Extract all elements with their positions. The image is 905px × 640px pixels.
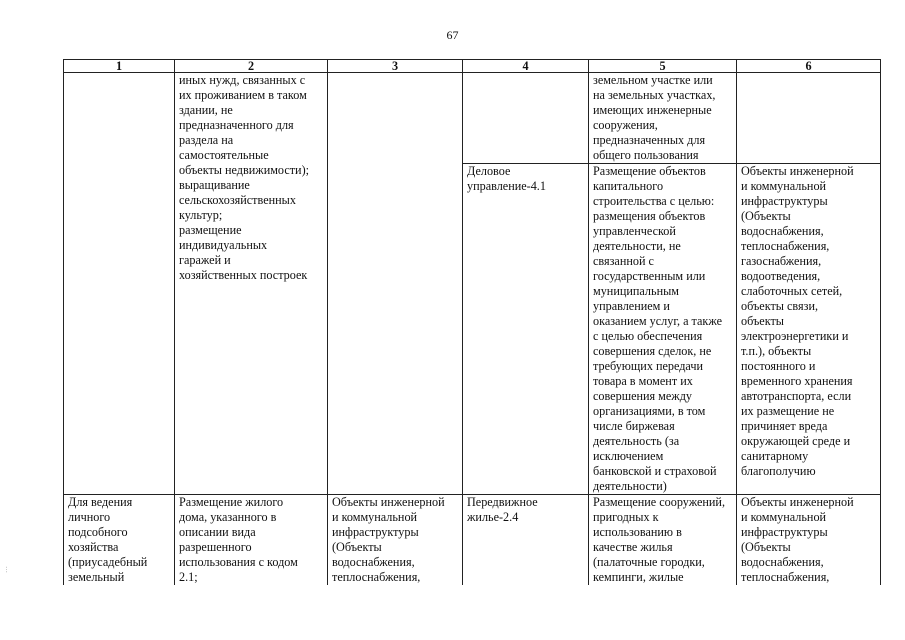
- cell-main-use-empty: [64, 73, 175, 495]
- cell-description-plot: Размещение жилого дома, указанного в описании вида разрешенного использования с кодом 2.1;: [175, 495, 328, 586]
- table-row-personal-plot: [64, 495, 881, 586]
- table-header-row: [64, 60, 881, 73]
- table-row-continuation: [64, 73, 881, 164]
- cell-accessory-use-empty: [328, 73, 463, 495]
- column-header-2: 2: [175, 60, 328, 73]
- cell-conditional-accessory-empty: [737, 73, 881, 164]
- column-header-4: 4: [463, 60, 589, 73]
- column-header-6: 6: [737, 60, 881, 73]
- land-use-table: [63, 59, 881, 585]
- cell-conditional-use-business: Деловое управление-4.1: [463, 164, 589, 495]
- edge-mark: …: [4, 566, 12, 573]
- column-header-1: 1: [64, 60, 175, 73]
- cell-conditional-use-mobile-housing: Передвижное жилье-2.4: [463, 495, 589, 586]
- cell-conditional-use-empty: [463, 73, 589, 164]
- cell-conditional-description-mobile-housing: Размещение сооружений, пригодных к использованию в качестве жилья (палаточные городки, кемпинги, жилые: [589, 495, 737, 586]
- cell-main-use-plot: Для ведения личного подсобного хозяйства (приусадебный земельный: [64, 495, 175, 586]
- cell-conditional-accessory-mobile-housing: Объекты инженерной и коммунальной инфраструктуры (Объекты водоснабжения, теплоснабжения,: [737, 495, 881, 586]
- cell-conditional-accessory-business: Объекты инженерной и коммунальной инфраструктуры (Объекты водоснабжения, теплоснабжения, газоснабжения, водоотведения, слаботочных сетей, объекты связи, объекты электроэнергетики и т.п.), объекты постоянного и временного хранения автотранспорта, если их размещение не причиняет вреда окружающей среде и санитарному благополучию: [737, 164, 881, 495]
- column-header-3: 3: [328, 60, 463, 73]
- cell-description-continued: иных нужд, связанных с их проживанием в таком здании, не предназначенного для раздела на самостоятельные объекты недвижимости); выращивание сельскохозяйственных культур; размещение индивидуальных гаражей и хозяйственных построек: [175, 73, 328, 495]
- column-header-5: 5: [589, 60, 737, 73]
- cell-accessory-use-plot: Объекты инженерной и коммунальной инфраструктуры (Объекты водоснабжения, теплоснабжения,: [328, 495, 463, 586]
- page-number: 67: [446, 28, 459, 42]
- cell-conditional-description-business: Размещение объектов капитального строительства с целью: размещения объектов управленческой деятельности, не связанной с государственным или муниципальным управлением и оказанием услуг, а также с целью обеспечения совершения сделок, не требующих передачи товара в момент их совершения между организациями, в том числе биржевая деятельность (за исключением банковской и страховой деятельности): [589, 164, 737, 495]
- cell-conditional-description-continued: земельном участке или на земельных участках, имеющих инженерные сооружения, предназначенных для общего пользования: [589, 73, 737, 164]
